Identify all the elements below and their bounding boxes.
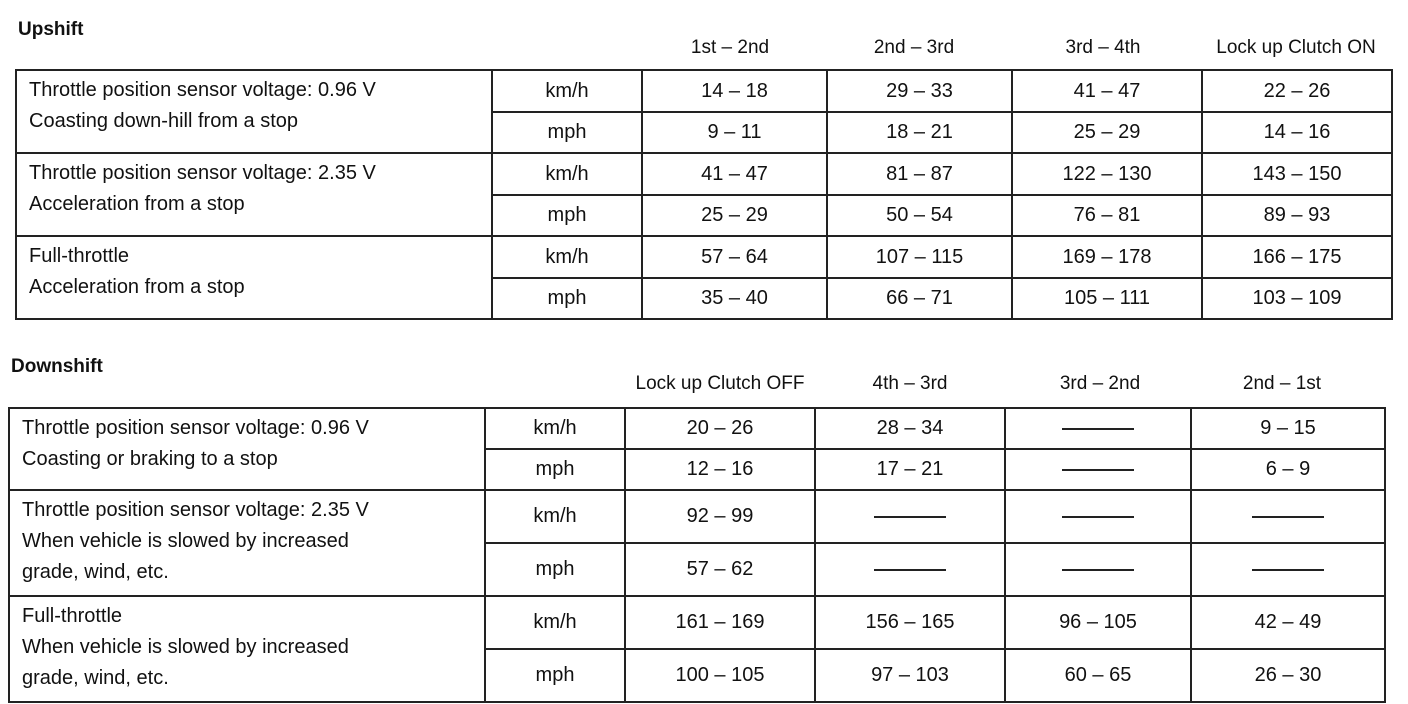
value-cell: 42 – 49 [1191,596,1385,649]
value-cell: 25 – 29 [642,195,827,236]
condition-cell [9,490,485,596]
unit-cell: mph [485,449,625,490]
condition-cell [16,70,492,153]
condition-line: Coasting or braking to a stop [22,448,278,470]
value-cell: 14 – 18 [642,70,827,112]
value-cell: 92 – 99 [625,490,815,543]
condition-cell [9,408,485,490]
dash-mark [1062,516,1134,518]
value-cell: 143 – 150 [1202,153,1392,195]
table-row [16,153,1392,195]
dash-mark [874,516,946,518]
dash-mark [1062,428,1134,430]
downshift-col-header-2: 4th – 3rd [872,373,948,394]
dash-mark [1252,516,1324,518]
value-cell: 107 – 115 [827,236,1012,278]
condition-line: Acceleration from a stop [29,276,245,298]
empty-value-cell [1005,490,1191,543]
downshift-table [8,407,1386,703]
value-cell: 22 – 26 [1202,70,1392,112]
downshift-col-header-1: Lock up Clutch OFF [635,373,805,394]
value-cell: 96 – 105 [1005,596,1191,649]
dash-mark [1062,569,1134,571]
value-cell: 25 – 29 [1012,112,1202,153]
value-cell: 97 – 103 [815,649,1005,702]
table-row [16,236,1392,278]
value-cell: 81 – 87 [827,153,1012,195]
condition-line: Coasting down-hill from a stop [29,110,299,132]
value-cell: 29 – 33 [827,70,1012,112]
value-cell: 9 – 11 [642,112,827,153]
dash-mark [1062,469,1134,471]
value-cell: 166 – 175 [1202,236,1392,278]
value-cell: 26 – 30 [1191,649,1385,702]
empty-value-cell [815,490,1005,543]
unit-cell: mph [492,112,642,153]
value-cell: 17 – 21 [815,449,1005,490]
value-cell: 20 – 26 [625,408,815,449]
empty-value-cell [1191,490,1385,543]
empty-value-cell [1005,408,1191,449]
unit-cell: mph [492,195,642,236]
value-cell: 50 – 54 [827,195,1012,236]
table-row [9,490,1385,543]
value-cell: 105 – 111 [1012,278,1202,319]
value-cell: 18 – 21 [827,112,1012,153]
value-cell: 6 – 9 [1191,449,1385,490]
condition-cell [16,236,492,319]
table-row [16,70,1392,112]
value-cell: 89 – 93 [1202,195,1392,236]
downshift-title: Downshift [11,356,103,377]
empty-value-cell [1005,543,1191,596]
unit-cell: mph [485,649,625,702]
empty-value-cell [1005,449,1191,490]
value-cell: 60 – 65 [1005,649,1191,702]
downshift-col-header-4: 2nd – 1st [1242,373,1322,394]
value-cell: 161 – 169 [625,596,815,649]
upshift-title: Upshift [18,19,84,40]
condition-line: When vehicle is slowed by increased [22,636,349,658]
unit-cell: km/h [485,490,625,543]
condition-line: Throttle position sensor voltage: 2.35 V [22,499,369,521]
dash-mark [874,569,946,571]
empty-value-cell [815,543,1005,596]
value-cell: 169 – 178 [1012,236,1202,278]
upshift-col-header-3: 3rd – 4th [1065,37,1141,58]
value-cell: 66 – 71 [827,278,1012,319]
value-cell: 103 – 109 [1202,278,1392,319]
condition-line: Throttle position sensor voltage: 0.96 V [22,417,369,439]
value-cell: 12 – 16 [625,449,815,490]
upshift-col-header-2: 2nd – 3rd [873,37,955,58]
value-cell: 57 – 64 [642,236,827,278]
empty-value-cell [1191,543,1385,596]
unit-cell: km/h [492,236,642,278]
value-cell: 76 – 81 [1012,195,1202,236]
condition-line: grade, wind, etc. [22,561,169,583]
downshift-col-header-3: 3rd – 2nd [1059,373,1141,394]
condition-line: Full-throttle [22,605,123,627]
value-cell: 28 – 34 [815,408,1005,449]
value-cell: 41 – 47 [642,153,827,195]
table-row [9,408,1385,449]
value-cell: 156 – 165 [815,596,1005,649]
unit-cell: km/h [492,70,642,112]
value-cell: 57 – 62 [625,543,815,596]
condition-line: Acceleration from a stop [29,193,245,215]
unit-cell: km/h [492,153,642,195]
value-cell: 100 – 105 [625,649,815,702]
unit-cell: km/h [485,596,625,649]
value-cell: 35 – 40 [642,278,827,319]
upshift-table [15,69,1393,320]
value-cell: 14 – 16 [1202,112,1392,153]
unit-cell: mph [485,543,625,596]
dash-mark [1252,569,1324,571]
condition-line: Throttle position sensor voltage: 2.35 V [29,162,376,184]
upshift-col-header-4: Lock up Clutch ON [1216,37,1376,58]
condition-line: When vehicle is slowed by increased [22,530,349,552]
value-cell: 122 – 130 [1012,153,1202,195]
table-row [9,596,1385,649]
condition-line: grade, wind, etc. [22,667,169,689]
condition-cell [16,153,492,236]
unit-cell: mph [492,278,642,319]
value-cell: 41 – 47 [1012,70,1202,112]
value-cell: 9 – 15 [1191,408,1385,449]
condition-cell [9,596,485,702]
condition-line: Throttle position sensor voltage: 0.96 V [29,79,376,101]
upshift-col-header-1: 1st – 2nd [690,37,770,58]
unit-cell: km/h [485,408,625,449]
condition-line: Full-throttle [29,245,130,267]
